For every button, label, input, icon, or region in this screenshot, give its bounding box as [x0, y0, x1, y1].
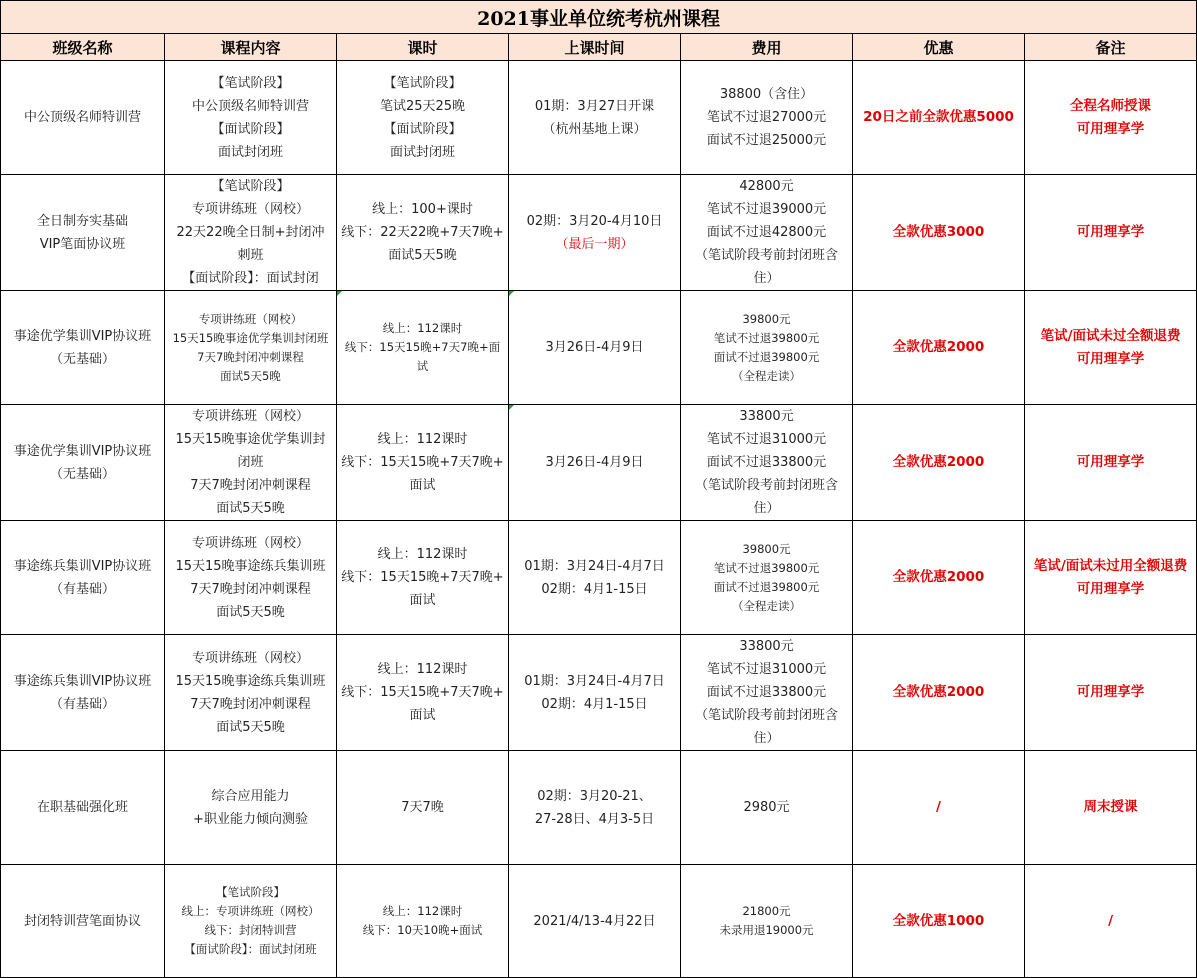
- hours-cell: [337, 865, 509, 978]
- cell-line: 【笔试阶段】: [216, 885, 285, 899]
- cell-line: 住）: [753, 501, 780, 516]
- cell-line: 闭班: [237, 455, 264, 470]
- cell-line: （有基础）: [49, 696, 115, 712]
- cell-line: VIP笔面协议班: [39, 236, 126, 252]
- schedule-cell: [509, 61, 681, 175]
- content-cell: [165, 175, 337, 291]
- cell-line: 【面试阶段】：面试封闭: [182, 271, 319, 286]
- cell-line: 全程名师授课: [1070, 97, 1152, 114]
- cell-line: 专项讲练班（网校）: [191, 409, 309, 424]
- cell-line: （杭州基地上课）: [542, 121, 647, 137]
- cell-line: （全程走读）: [732, 368, 801, 383]
- content-cell: [165, 521, 337, 635]
- cell-line: 中公顶级名师特训营: [23, 110, 141, 125]
- cell-line: 专项讲练班（网校）: [191, 650, 309, 666]
- cell-line: 面试5天5晚: [388, 248, 457, 263]
- cell-line: （全程走读）: [732, 598, 801, 613]
- header-notes: 备注: [1025, 34, 1197, 61]
- cell-line: 全款优惠1000: [892, 912, 985, 929]
- cell-line: 7天7晚封闭冲刺课程: [197, 349, 304, 364]
- cell-line: 【笔试阶段】: [211, 179, 290, 194]
- header-hours: 课时: [337, 34, 509, 61]
- cell-line: 02期：3月20-21、: [537, 788, 652, 804]
- discount-cell: [853, 865, 1025, 978]
- cell-line: 住）: [753, 731, 780, 746]
- schedule-cell: [509, 635, 681, 751]
- discount-cell: [853, 635, 1025, 751]
- cell-line: 线下：15天15晚+7天7晚+面: [344, 340, 501, 354]
- cell-line: 线上：112课时: [382, 904, 463, 918]
- cell-line: 专项讲练班（网校）: [191, 535, 309, 551]
- cell-line: 22天22晚全日制+封闭冲: [176, 225, 325, 240]
- cell-line: 【面试阶段】: [211, 121, 290, 137]
- content-cell: [165, 751, 337, 865]
- cell-line: （笔试阶段考前封闭班含: [694, 708, 838, 723]
- notes-cell: [1025, 751, 1197, 865]
- cell-line: 面试: [409, 478, 436, 493]
- fee-cell: [681, 175, 853, 291]
- cell-line: 2980元: [743, 800, 790, 815]
- header-content: 课程内容: [165, 34, 337, 61]
- header-discount: 优惠: [853, 34, 1025, 61]
- cell-line: 33800元: [739, 639, 794, 654]
- cell-line: 线上：专项讲练班（网校）: [181, 904, 320, 918]
- notes-cell: [1025, 635, 1197, 751]
- cell-line: 15天15晚事途优学集训封闭班: [172, 330, 329, 345]
- cell-line: 事途练兵集训VIP协议班: [13, 673, 152, 689]
- cell-line: /: [1108, 912, 1114, 929]
- cell-line: 面试5天5晚: [216, 719, 285, 735]
- cell-line: 线上：112课时: [377, 662, 468, 677]
- discount-cell: [853, 521, 1025, 635]
- class-name-cell: [1, 751, 165, 865]
- schedule-cell: [509, 175, 681, 291]
- cell-line: 全款优惠2000: [892, 454, 985, 470]
- class-name-cell: [1, 175, 165, 291]
- cell-line: 全款优惠2000: [892, 684, 985, 700]
- header-class-name: 班级名称: [1, 34, 165, 61]
- class-name-cell: [1, 405, 165, 521]
- header-row: [1, 34, 1197, 61]
- discount-cell: [853, 291, 1025, 405]
- cell-line: 可用理享学: [1076, 120, 1145, 137]
- schedule-cell: [509, 405, 681, 521]
- cell-line: 线上：112课时: [377, 547, 468, 562]
- cell-line: 15天15晚事途练兵集训班: [175, 673, 326, 689]
- cell-line: 周末授课: [1083, 799, 1138, 815]
- cell-line: 面试封闭班: [217, 144, 283, 160]
- cell-line: 可用理享学: [1076, 224, 1145, 240]
- cell-line: 全款优惠2000: [892, 339, 985, 355]
- cell-line: 面试不过退39800元: [713, 579, 820, 594]
- fee-cell: [681, 635, 853, 751]
- cell-line: 可用理享学: [1076, 580, 1145, 597]
- cell-line: 01期：3月24日-4月7日: [524, 558, 665, 574]
- cell-line: 01期：3月24日-4月7日: [524, 673, 665, 689]
- cell-line: 面试不过退25000元: [706, 133, 827, 148]
- cell-line: （最后一期）: [555, 236, 634, 252]
- cell-line: （笔试阶段考前封闭班含: [694, 478, 838, 493]
- cell-line: 7天7晚: [401, 800, 444, 815]
- cell-line: 39800元: [742, 311, 791, 326]
- cell-line: 3月26日-4月9日: [545, 340, 644, 355]
- discount-cell: [853, 751, 1025, 865]
- content-cell: [165, 61, 337, 175]
- cell-line: 线上：112课时: [377, 432, 468, 447]
- cell-line: （无基础）: [49, 351, 115, 367]
- cell-line: 面试: [409, 593, 436, 608]
- cell-line: 02期：4月1-15日: [541, 696, 648, 712]
- cell-line: 02期：3月20-4月10日: [526, 213, 663, 229]
- table-title: 2021事业单位统考杭州课程: [1, 1, 1197, 34]
- cell-line: 面试5天5晚: [216, 501, 285, 516]
- notes-cell: [1025, 865, 1197, 978]
- cell-line: 20日之前全款优惠5000: [863, 109, 1014, 125]
- cell-line: 笔试不过退27000元: [706, 110, 827, 125]
- header-schedule: 上课时间: [509, 34, 681, 61]
- cell-line: +职业能力倾向测验: [193, 811, 308, 827]
- cell-line: 线下：22天22晚+7天7晚+: [341, 225, 504, 240]
- notes-cell: [1025, 61, 1197, 175]
- cell-line: 面试不过退33800元: [706, 455, 827, 470]
- cell-line: 全日制夯实基础: [36, 213, 128, 229]
- cell-line: 笔试/面试未过用全额退费: [1033, 557, 1188, 574]
- discount-cell: [853, 175, 1025, 291]
- cell-line: 7天7晚封闭冲刺课程: [190, 581, 311, 597]
- cell-line: 面试封闭班: [389, 144, 455, 160]
- cell-line: 笔试不过退39800元: [713, 330, 820, 345]
- cell-line: 线下：10天10晚+面试: [362, 923, 483, 937]
- notes-cell: [1025, 521, 1197, 635]
- fee-cell: [681, 291, 853, 405]
- cell-line: /: [936, 799, 941, 815]
- cell-line: 【笔试阶段】: [211, 75, 290, 91]
- table-row: [1, 521, 1197, 635]
- cell-line: 可用理享学: [1076, 454, 1145, 470]
- cell-line: 7天7晚封闭冲刺课程: [190, 696, 311, 712]
- table-row: [1, 291, 1197, 405]
- hours-cell: [337, 635, 509, 751]
- notes-cell: [1025, 405, 1197, 521]
- hours-cell: [337, 291, 509, 405]
- cell-line: （笔试阶段考前封闭班含: [694, 248, 838, 263]
- cell-line: 在职基础强化班: [36, 800, 128, 815]
- table-row: [1, 175, 1197, 291]
- cell-line: 33800元: [739, 409, 794, 424]
- cell-line: 面试不过退42800元: [706, 225, 827, 240]
- cell-line: 笔试25天25晚: [379, 98, 466, 114]
- cell-line: 线下：15天15晚+7天7晚+: [341, 570, 504, 585]
- cell-line: 可用理享学: [1076, 350, 1145, 367]
- cell-line: 面试不过退33800元: [706, 685, 827, 700]
- class-name-cell: [1, 521, 165, 635]
- discount-cell: [853, 61, 1025, 175]
- discount-cell: [853, 405, 1025, 521]
- cell-line: 事途练兵集训VIP协议班: [13, 558, 152, 574]
- hours-cell: [337, 175, 509, 291]
- table-row: [1, 865, 1197, 978]
- cell-line: 专项讲练班（网校）: [191, 202, 309, 217]
- hours-cell: [337, 521, 509, 635]
- notes-cell: [1025, 175, 1197, 291]
- cell-line: 面试: [409, 708, 436, 723]
- cell-line: 15天15晚事途练兵集训班: [175, 558, 326, 574]
- cell-line: 7天7晚封闭冲刺课程: [190, 478, 311, 493]
- cell-line: 刺班: [237, 248, 264, 263]
- cell-line: 39800元: [742, 541, 791, 556]
- class-name-cell: [1, 61, 165, 175]
- cell-line: 综合应用能力: [211, 788, 290, 804]
- cell-line: 线下：15天15晚+7天7晚+: [341, 685, 504, 700]
- cell-line: 封闭特训营笔面协议: [23, 913, 141, 929]
- cell-line: 面试5天5晚: [216, 604, 285, 620]
- cell-line: 笔试/面试未过全额退费: [1040, 327, 1181, 344]
- cell-line: 01期：3月27日开课: [534, 98, 655, 114]
- cell-line: 面试5天5晚: [220, 368, 281, 383]
- cell-line: 住）: [753, 271, 780, 286]
- cell-line: 3月26日-4月9日: [545, 455, 644, 470]
- cell-line: 02期：4月1-15日: [541, 581, 648, 597]
- schedule-cell: [509, 291, 681, 405]
- cell-line: 27-28日、4月3-5日: [534, 811, 655, 827]
- schedule-cell: [509, 865, 681, 978]
- hours-cell: [337, 751, 509, 865]
- table-row: [1, 635, 1197, 751]
- cell-line: 笔试不过退31000元: [706, 432, 827, 447]
- cell-line: 线上：112课时: [382, 321, 463, 335]
- cell-line: 专项讲练班（网校）: [198, 311, 303, 326]
- content-cell: [165, 865, 337, 978]
- cell-line: 事途优学集训VIP协议班: [13, 328, 152, 344]
- cell-line: （无基础）: [49, 466, 115, 482]
- cell-line: 笔试不过退39800元: [713, 560, 820, 575]
- cell-line: 15天15晚事途优学集训封: [175, 432, 326, 447]
- schedule-cell: [509, 751, 681, 865]
- cell-line: 线下：封闭特训营: [204, 923, 297, 937]
- cell-line: 未录用退19000元: [719, 923, 814, 937]
- cell-line: 笔试不过退39000元: [706, 202, 827, 217]
- cell-line: 线上：100+课时: [372, 202, 473, 217]
- cell-line: 【面试阶段】：面试封闭班: [184, 942, 317, 956]
- table-row: [1, 405, 1197, 521]
- cell-line: 线下：15天15晚+7天7晚+: [341, 455, 504, 470]
- fee-cell: [681, 405, 853, 521]
- table-row: [1, 61, 1197, 175]
- class-name-cell: [1, 291, 165, 405]
- fee-cell: [681, 61, 853, 175]
- cell-line: 全款优惠3000: [892, 224, 985, 240]
- cell-line: 试: [416, 359, 429, 373]
- cell-line: 21800元: [742, 904, 791, 918]
- cell-line: 笔试不过退31000元: [706, 662, 827, 677]
- cell-line: 可用理享学: [1076, 684, 1145, 700]
- table-row: [1, 751, 1197, 865]
- notes-cell: [1025, 291, 1197, 405]
- cell-line: （有基础）: [49, 581, 115, 597]
- content-cell: [165, 635, 337, 751]
- cell-line: 【面试阶段】: [383, 121, 462, 137]
- fee-cell: [681, 865, 853, 978]
- cell-line: 面试不过退39800元: [713, 349, 820, 364]
- cell-line: 38800（含住）: [719, 87, 814, 102]
- content-cell: [165, 291, 337, 405]
- cell-line: 42800元: [739, 179, 794, 194]
- hours-cell: [337, 405, 509, 521]
- header-fee: 费用: [681, 34, 853, 61]
- fee-cell: [681, 751, 853, 865]
- class-name-cell: [1, 865, 165, 978]
- hours-cell: [337, 61, 509, 175]
- schedule-cell: [509, 521, 681, 635]
- class-name-cell: [1, 635, 165, 751]
- fee-cell: [681, 521, 853, 635]
- cell-line: 全款优惠2000: [892, 569, 985, 585]
- content-cell: [165, 405, 337, 521]
- cell-line: 2021/4/13-4月22日: [533, 913, 656, 929]
- cell-line: 中公顶级名师特训营: [191, 98, 309, 114]
- cell-line: 事途优学集训VIP协议班: [13, 443, 152, 459]
- cell-line: 【笔试阶段】: [383, 75, 462, 91]
